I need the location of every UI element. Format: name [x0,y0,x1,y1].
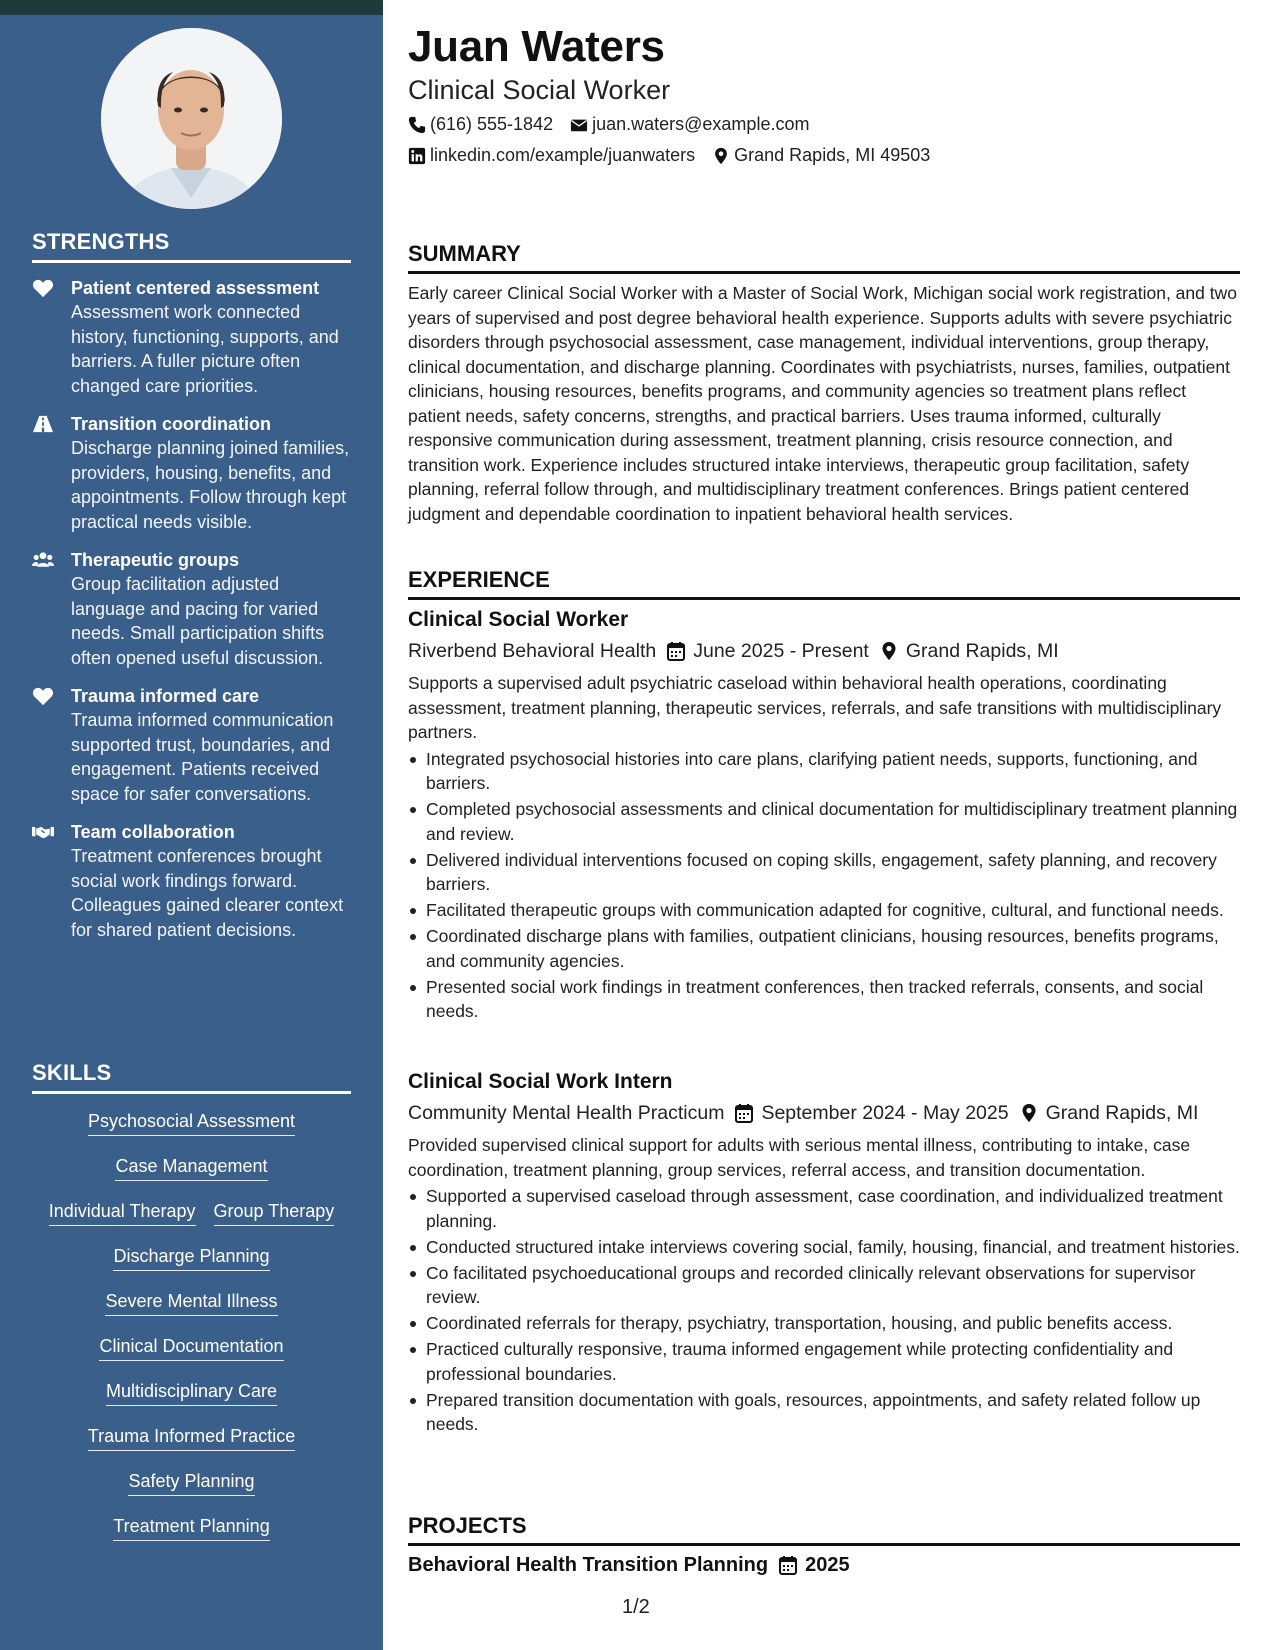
sidebar [0,0,383,1650]
strength-title: Transition coordination [71,414,272,434]
strength-item [32,412,351,534]
strength-item [32,820,351,942]
project-title: Behavioral Health Transition Planning [408,1554,769,1576]
job-location: Grand Rapids, MI [905,640,1059,662]
job-entry [408,1068,1240,1438]
job-bullet: Presented social work findings in treatment conferences, then tracked referrals, consents, and social needs. [408,975,1240,1024]
strength-item [32,684,351,806]
job-bullet: Practiced culturally responsive, trauma informed engagement while protecting confidentiality and professional boundaries. [408,1337,1240,1386]
skill-tag: Trauma Informed Practice [88,1424,295,1451]
skills-list [32,1109,351,1559]
phone-text[interactable]: (616) 555-1842 [430,114,554,134]
job-bullet: Coordinated discharge plans with families, outpatient clinicians, housing resources, benefits programs, and community agencies. [408,924,1240,973]
location-pin-icon [1019,1103,1039,1123]
road-icon [32,414,54,434]
projects-heading: PROJECTS [408,1513,1240,1546]
job-bullet: Conducted structured intake interviews covering social, family, housing, financial, and treatment histories. [408,1235,1240,1260]
strength-desc: Trauma informed communication supported trust, boundaries, and engagement. Patients received space for safer conversations. [71,710,334,804]
job-bullet: Coordinated referrals for therapy, psychiatry, transportation, housing, and public benefits access. [408,1311,1240,1336]
sidebar-top-bar [0,0,383,15]
job-bullet: Co facilitated psychoeducational groups and recorded clinically relevant observations for supervisor review. [408,1261,1240,1310]
job-title: Clinical Social Worker [408,608,629,631]
job-company: Community Mental Health Practicum [408,1102,725,1124]
candidate-name: Juan Waters [408,22,665,71]
job-entry [408,606,1240,1025]
job-bullet: Facilitated therapeutic groups with communication adapted for cognitive, cultural, and functional needs. [408,898,1240,923]
strength-title: Team collaboration [71,822,235,842]
skill-tag: Discharge Planning [113,1244,269,1271]
strength-title: Therapeutic groups [71,550,240,570]
job-company: Riverbend Behavioral Health [408,640,657,662]
job-dates: June 2025 - Present [693,640,869,662]
project-entry [408,1551,850,1579]
job-bullet: Supported a supervised caseload through assessment, case coordination, and individualized treatment planning. [408,1184,1240,1233]
skill-tag: Case Management [115,1154,267,1181]
envelope-icon [570,116,588,134]
job-bullet: Prepared transition documentation with goals, resources, appointments, and safety related follow up needs. [408,1388,1240,1437]
job-title: Clinical Social Work Intern [408,1070,673,1093]
job-bullet: Delivered individual interventions focused on coping skills, engagement, safety planning, and recovery barriers. [408,848,1240,897]
job-meta [408,1099,1240,1127]
job-meta [408,637,1240,665]
heart-icon [32,278,54,298]
skills-heading: SKILLS [32,1060,351,1094]
users-icon [32,550,54,570]
page-number: 1/2 [622,1596,650,1618]
strengths-heading: STRENGTHS [32,229,351,263]
strength-desc: Group facilitation adjusted language and pacing for varied needs. Small participation shifts often opened useful discussion. [71,574,325,668]
job-location: Grand Rapids, MI [1045,1102,1199,1124]
calendar-icon [778,1555,798,1575]
calendar-icon [734,1103,754,1123]
job-dates: September 2024 - May 2025 [761,1102,1009,1124]
contact-line-1 [408,114,809,135]
skill-tag: Safety Planning [128,1469,254,1496]
skill-tag: Severe Mental Illness [105,1289,277,1316]
linkedin-icon [408,147,426,165]
skills-section [32,1060,351,1559]
strengths-section [32,229,351,942]
skill-tag: Psychosocial Assessment [88,1109,295,1136]
skill-tag: Individual Therapy [49,1199,196,1226]
job-bullet: Integrated psychosocial histories into care plans, clarifying patient needs, supports, functioning, and barriers. [408,747,1240,796]
heart-icon [32,686,54,706]
job-bullet: Completed psychosocial assessments and clinical documentation for multidisciplinary treatment planning and review. [408,797,1240,846]
phone-icon [408,116,426,134]
strength-desc: Treatment conferences brought social work findings forward. Colleagues gained clearer context for shared patient decisions. [71,846,344,940]
job-bullets [408,747,1240,1024]
handshake-icon [32,822,54,842]
strength-item [32,548,351,670]
project-year: 2025 [805,1554,850,1576]
avatar [101,28,282,209]
strengths-list [32,276,351,942]
strength-title: Trauma informed care [71,686,260,706]
strength-desc: Discharge planning joined families, providers, housing, benefits, and appointments. Follow through kept practical needs visible. [71,438,350,532]
calendar-icon [666,641,686,661]
summary-heading: SUMMARY [408,241,1240,274]
location-pin-icon [712,147,730,165]
strength-item [32,276,351,398]
experience-heading: EXPERIENCE [408,567,1240,600]
contact-line-2 [408,145,930,166]
email-link[interactable]: juan.waters@example.com [592,114,810,134]
candidate-title: Clinical Social Worker [408,75,671,105]
job-description: Provided supervised clinical support for adults with serious mental illness, contributing to intake, case coordination, treatment planning, group services, referral access, and transition documentation. [408,1135,1191,1180]
location-text: Grand Rapids, MI 49503 [734,145,931,165]
skill-tag: Group Therapy [214,1199,335,1226]
skill-tag: Clinical Documentation [99,1334,283,1361]
job-bullets [408,1184,1240,1437]
job-description: Supports a supervised adult psychiatric caseload within behavioral health operations, coordinating assessment, treatment planning, therapeutic services, referrals, and safe transitions with multidisciplinary partners. [408,673,1222,742]
strength-title: Patient centered assessment [71,278,320,298]
linkedin-link[interactable]: linkedin.com/example/juanwaters [430,145,696,165]
strength-desc: Assessment work connected history, functioning, supports, and barriers. A fuller picture often changed care priorities. [71,302,339,396]
skill-tag: Multidisciplinary Care [106,1379,277,1406]
location-pin-icon [879,641,899,661]
summary-text: Early career Clinical Social Worker with a Master of Social Work, Michigan social work registration, and two years of supervised and post degree behavioral health experience. Supports adults with severe psychiatric disorders through psychosocial assessment, case management, individual interventions, group therapy, clinical documentation, and discharge planning. Coordinates with psychiatrists, nurses, families, outpatient clinicians, housing resources, benefits programs, and community agencies so treatment plans reflect patient needs, safety concerns, strengths, and practical barriers. Uses trauma informed, culturally responsive communication during assessment, treatment planning, crisis resource connection, and transition work. Experience includes structured intake interviews, therapeutic group facilitation, safety planning, referral follow through, and multidisciplinary treatment conferences. Brings patient centered judgment and dependable coordination to inpatient behavioral health services. [408,283,1237,524]
skill-tag: Treatment Planning [113,1514,269,1541]
